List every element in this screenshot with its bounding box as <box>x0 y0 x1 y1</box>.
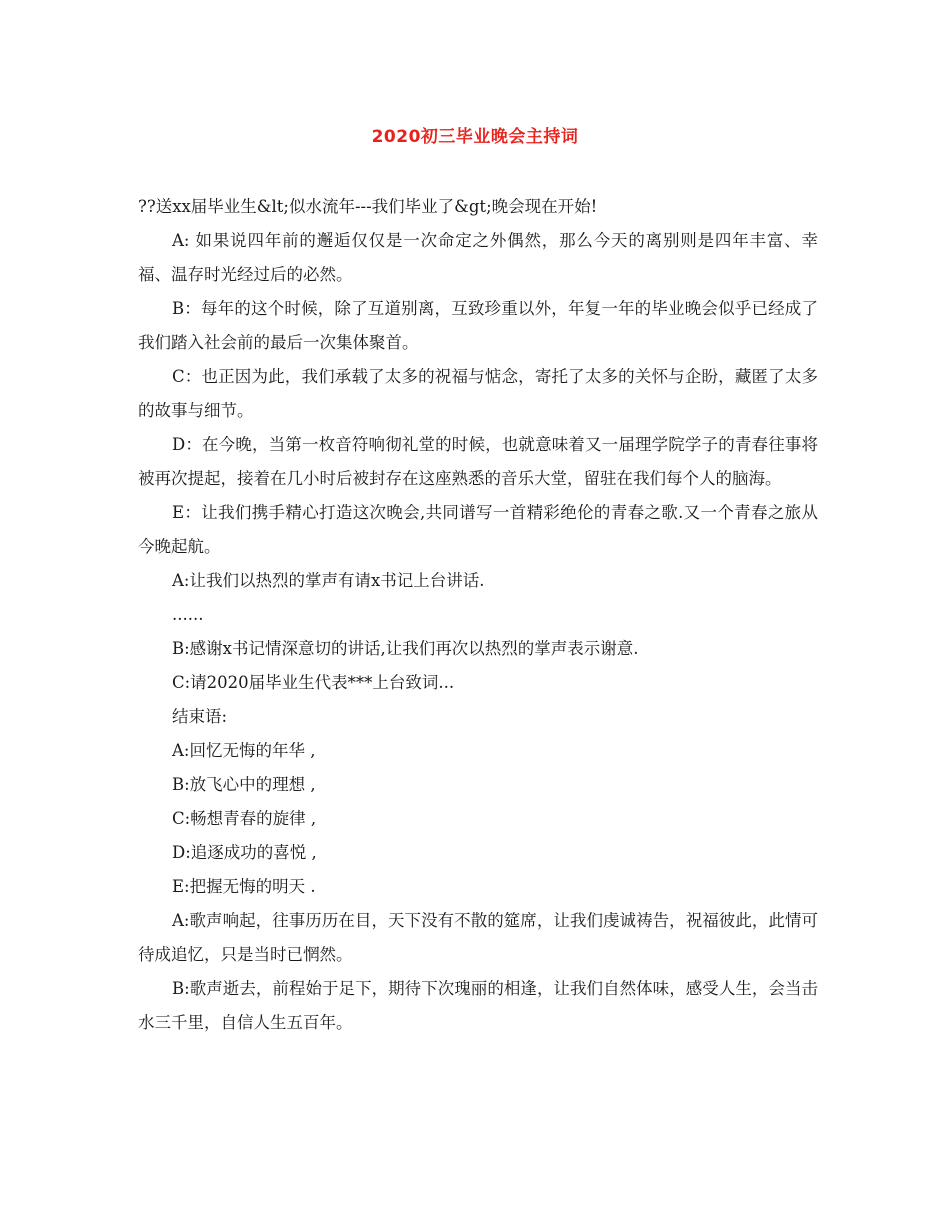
paragraph-closing-heading: 结束语: <box>172 707 228 726</box>
paragraph-a-intro: A: 如果说四年前的邂逅仅仅是一次命定之外偶然，那么今天的离别则是四年丰富、幸福、温存时光经过后的必然。 <box>138 231 818 284</box>
document-body <box>138 190 818 1040</box>
paragraph-a-speech: A:让我们以热烈的掌声有请x书记上台讲话. <box>172 571 485 590</box>
paragraph-closing-c: C:畅想青春的旋律 , <box>172 809 317 828</box>
document-title: 2020初三毕业晚会主持词 <box>371 127 579 147</box>
paragraph-final-b: B:歌声逝去，前程始于足下，期待下次瑰丽的相逢，让我们自然体味，感受人生，会当击水三千里，自信人生五百年。 <box>138 979 818 1032</box>
paragraph-opening: ??送xx届毕业生&lt;似水流年---我们毕业了&gt;晚会现在开始! <box>138 197 598 216</box>
paragraph-b-thanks: B:感谢x书记情深意切的讲话,让我们再次以热烈的掌声表示谢意. <box>172 639 639 658</box>
paragraph-b-intro: B：每年的这个时候，除了互道别离，互致珍重以外，年复一年的毕业晚会似乎已经成了我们踏入社会前的最后一次集体聚首。 <box>138 299 818 352</box>
paragraph-c-intro: C：也正因为此，我们承载了太多的祝福与惦念，寄托了太多的关怀与企盼，藏匿了太多的故事与细节。 <box>138 367 818 420</box>
paragraph-final-a: A:歌声响起，往事历历在目，天下没有不散的筵席，让我们虔诚祷告，祝福彼此，此情可待成追忆，只是当时已惘然。 <box>138 911 818 964</box>
paragraph-closing-b: B:放飞心中的理想 , <box>172 775 316 794</box>
paragraph-c-representative: C:请2020届毕业生代表***上台致词... <box>172 673 455 692</box>
paragraph-closing-d: D:追逐成功的喜悦 , <box>172 843 317 862</box>
paragraph-d-intro: D：在今晚，当第一枚音符响彻礼堂的时候，也就意味着又一届理学院学子的青春往事将被再次提起，接着在几小时后被封存在这座熟悉的音乐大堂，留驻在我们每个人的脑海。 <box>138 435 818 488</box>
paragraph-closing-a: A:回忆无悔的年华 , <box>172 741 316 760</box>
paragraph-ellipsis: ...... <box>172 605 204 624</box>
paragraph-e-intro: E：让我们携手精心打造这次晚会,共同谱写一首精彩绝伦的青春之歌.又一个青春之旅从今晚起航。 <box>138 503 818 556</box>
paragraph-closing-e: E:把握无悔的明天 . <box>172 877 316 896</box>
